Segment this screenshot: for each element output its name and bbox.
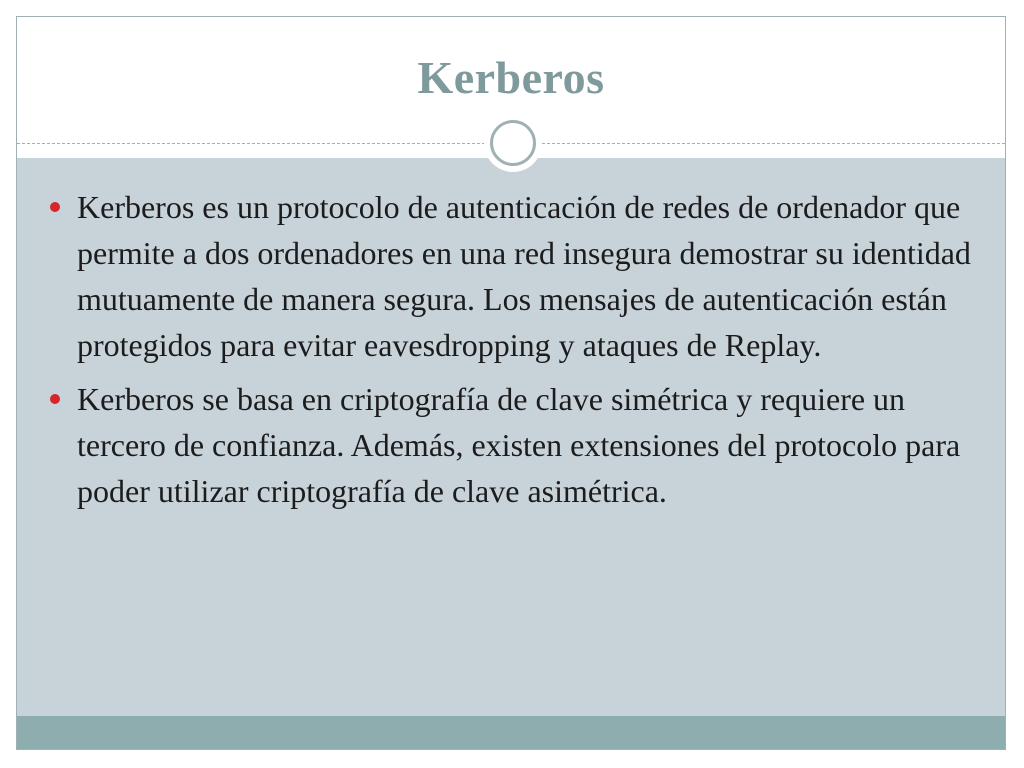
bullet-list [47,184,977,514]
bullet-text: Kerberos es un protocolo de autenticación de redes de ordenador que permite a dos ordenadores en una red insegura demostrar su identidad mutuamente de manera segura. Los mensajes de autenticación están protegidos para evitar eavesdropping y ataques de Replay. [77,189,971,363]
ornament-ring [490,120,536,166]
bullet-item [47,376,977,514]
bullet-text: Kerberos se basa en criptografía de clave simétrica y requiere un tercero de confianza. Además, existen extensiones del protocolo para poder utilizar criptografía de clave asimétrica. [77,381,961,509]
bullet-dot-icon [50,202,60,212]
bullet-dot-icon [50,394,60,404]
slide-content [17,184,1005,522]
slide [16,16,1006,750]
bullet-item [47,184,977,368]
circle-ring-icon [484,114,542,172]
slide-title: Kerberos [417,52,605,103]
footer-band [17,716,1005,750]
